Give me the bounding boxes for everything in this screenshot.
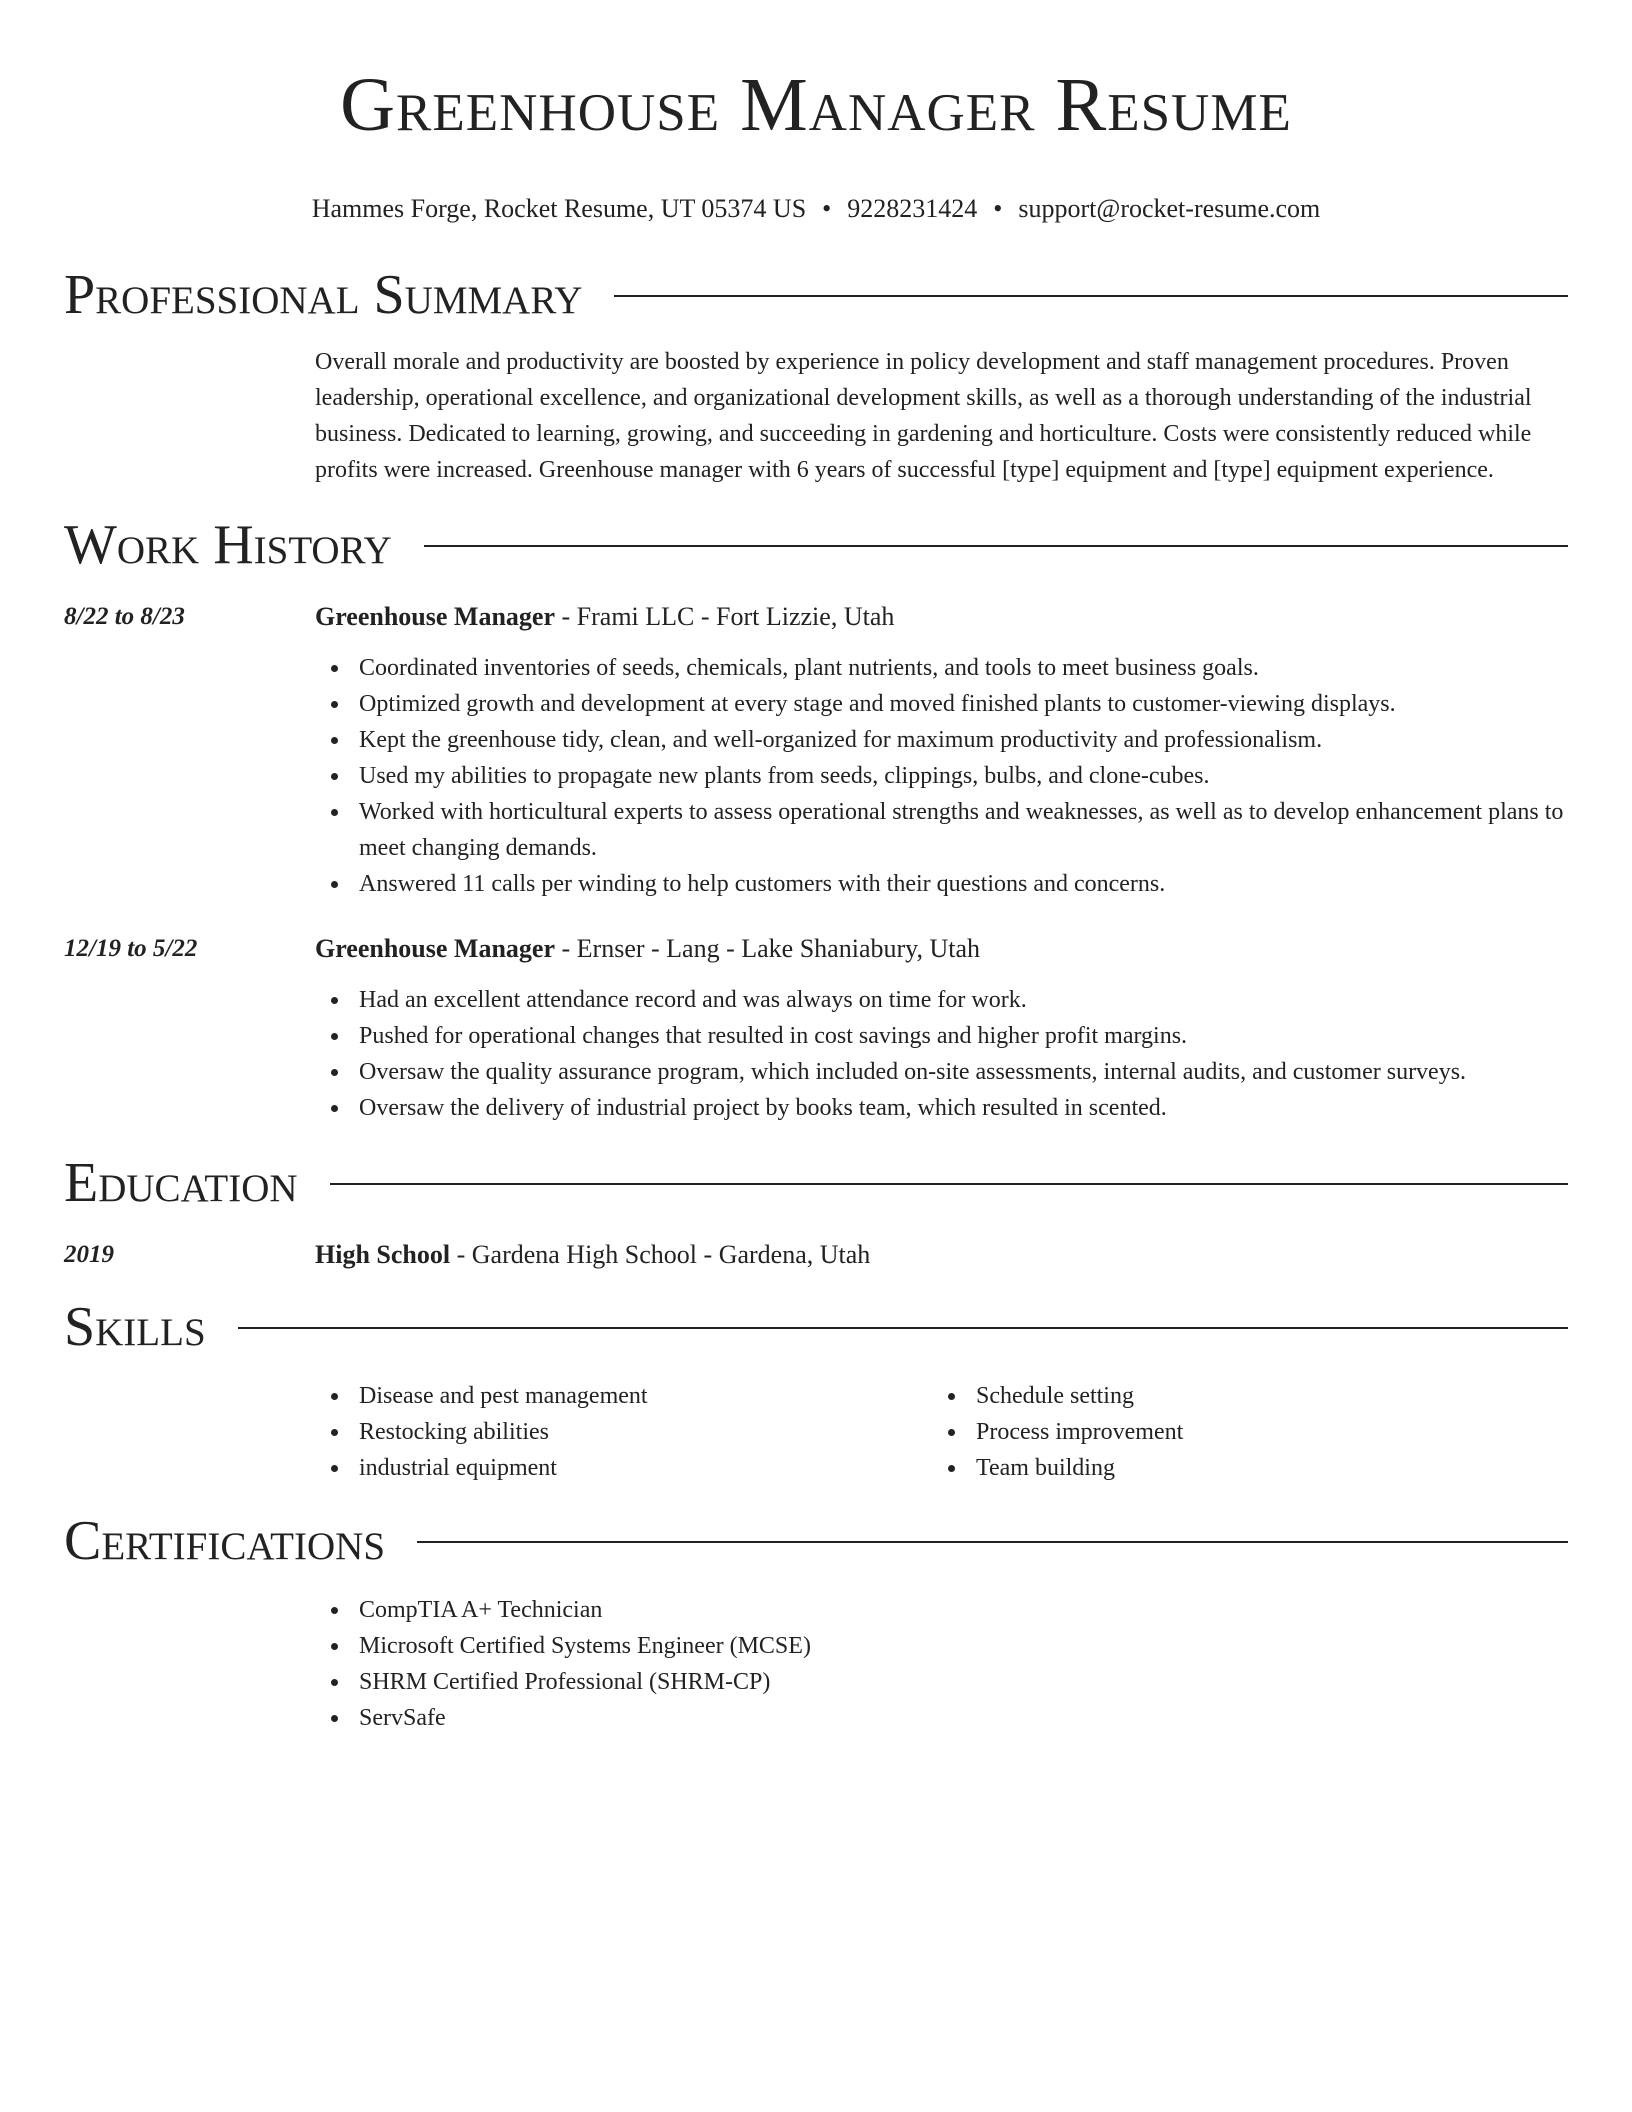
education-degree: High School [315,1240,451,1269]
list-item: Pushed for operational changes that resulted in cost savings and higher profit margins. [315,1018,1568,1054]
skills-grid [315,1378,1568,1486]
contact-address: Hammes Forge, Rocket Resume, UT 05374 US [311,194,807,223]
skills-section-header [64,1294,1568,1360]
list-item: Process improvement [932,1414,1549,1450]
list-item: industrial equipment [315,1450,932,1486]
list-item: Team building [932,1450,1549,1486]
job-dates: 12/19 to 5/22 [64,935,198,962]
section-divider [424,545,1568,547]
summary-text: Overall morale and productivity are boosted by experience in policy development and staff management procedures. Proven leadership, operational excellence, and organizational development skills, as well as a thorough understanding of the industrial business. Dedicated to learning, growing, and succeeding in gardening and horticulture. Costs were consistently reduced while profits were increased. Greenhouse manager with 6 years of successful [type] equipment and [type] equipment experience. [315,349,1532,483]
education-entry [64,1238,1568,1272]
education-line [315,1238,870,1272]
job-bullets [315,650,1568,902]
education-section-header [64,1150,1568,1216]
resume-page [64,0,1568,1736]
job-detail: - Ernser - Lang - Lake Shaniabury, Utah [555,934,980,963]
list-item: Answered 11 calls per winding to help customers with their questions and concerns. [315,866,1568,902]
job-title-line [315,932,980,966]
job-header [64,932,1568,966]
certifications-list [315,1592,1568,1736]
summary-body [315,344,1568,488]
list-item: Microsoft Certified Systems Engineer (MCSE) [315,1628,1568,1664]
list-item: Oversaw the delivery of industrial project by books team, which resulted in scented. [315,1090,1568,1126]
work-section-header [64,512,1568,578]
section-divider [417,1541,1568,1543]
certifications-body [315,1592,1568,1736]
list-item: Used my abilities to propagate new plants from seeds, clippings, bulbs, and clone-cubes. [315,758,1568,794]
list-item: ServSafe [315,1700,1568,1736]
summary-section-header [64,262,1568,328]
list-item: Had an excellent attendance record and was always on time for work. [315,982,1568,1018]
list-item: Oversaw the quality assurance program, which included on-site assessments, internal audits, and customer surveys. [315,1054,1568,1090]
job-bullets [315,982,1568,1126]
section-divider [614,295,1568,297]
education-heading: Education [64,1152,298,1214]
contact-separator: • [993,194,1003,223]
list-item: Schedule setting [932,1378,1549,1414]
list-item: SHRM Certified Professional (SHRM-CP) [315,1664,1568,1700]
summary-heading: Professional Summary [64,264,583,326]
education-year: 2019 [64,1241,114,1268]
skills-list-left [315,1378,932,1486]
job-dates: 8/22 to 8/23 [64,603,185,630]
job-bullets-wrap [315,650,1568,902]
certifications-section-header [64,1508,1568,1574]
list-item: CompTIA A+ Technician [315,1592,1568,1628]
skills-heading: Skills [64,1296,206,1358]
list-item: Disease and pest management [315,1378,932,1414]
skills-list-right [932,1378,1549,1486]
list-item: Worked with horticultural experts to assess operational strengths and weaknesses, as well as to develop enhancement plans to meet changing demands. [315,794,1568,866]
certifications-heading: Certifications [64,1510,386,1572]
job-header [64,600,1568,634]
contact-email: support@rocket-resume.com [1018,194,1321,223]
section-divider [330,1183,1568,1185]
list-item: Optimized growth and development at every stage and moved finished plants to customer-viewing displays. [315,686,1568,722]
contact-line [64,194,1568,224]
work-heading: Work History [64,514,392,576]
list-item: Coordinated inventories of seeds, chemicals, plant nutrients, and tools to meet business goals. [315,650,1568,686]
job-title: Greenhouse Manager [315,602,555,631]
job-title: Greenhouse Manager [315,934,555,963]
job-bullets-wrap [315,982,1568,1126]
section-divider [238,1327,1568,1329]
page-title: Greenhouse Manager Resume [340,63,1292,147]
job-title-line [315,600,894,634]
job-entry [64,600,1568,902]
education-detail: - Gardena High School - Gardena, Utah [450,1240,871,1269]
job-detail: - Frami LLC - Fort Lizzie, Utah [555,602,895,631]
job-entry [64,932,1568,1126]
contact-phone: 9228231424 [847,194,978,223]
list-item: Restocking abilities [315,1414,932,1450]
list-item: Kept the greenhouse tidy, clean, and well-organized for maximum productivity and professionalism. [315,722,1568,758]
contact-separator: • [822,194,832,223]
